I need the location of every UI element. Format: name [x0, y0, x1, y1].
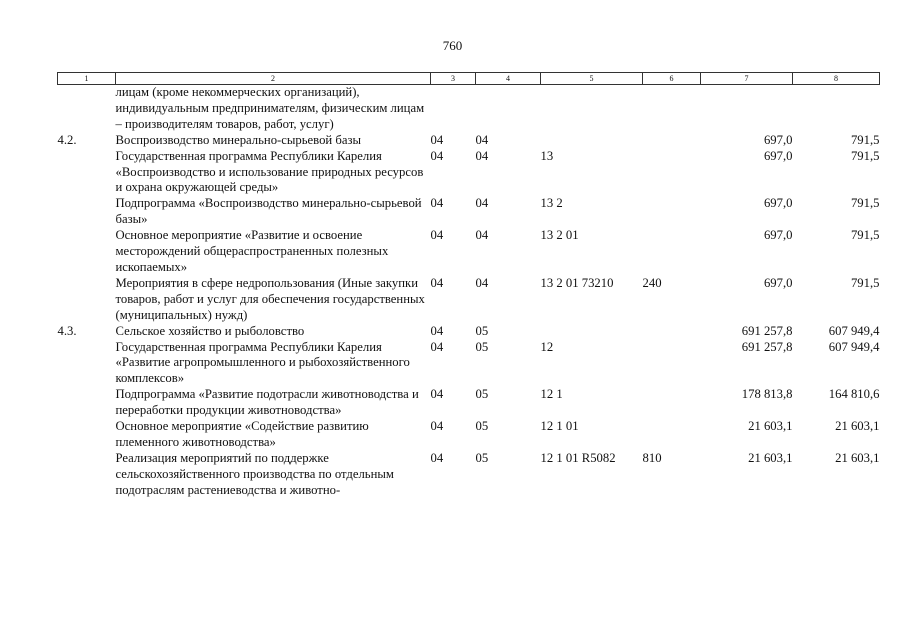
row-number [58, 149, 116, 197]
row-number [58, 85, 116, 133]
target-article-code [541, 133, 643, 149]
expense-type-code [643, 85, 701, 133]
table-row [58, 149, 880, 197]
subsection-code: 05 [475, 323, 489, 338]
header-col-3: 3 [431, 73, 476, 85]
row-number [58, 228, 116, 276]
target-article-code: 12 1 [540, 387, 563, 402]
header-col-4: 4 [476, 73, 541, 85]
expense-type-code [643, 228, 701, 276]
section-code: 04 [430, 148, 444, 163]
subsection-code: 04 [475, 132, 489, 147]
row-number [58, 196, 116, 228]
target-article-code: 13 [540, 148, 554, 163]
expense-type-code: 240 [642, 275, 662, 290]
header-col-6: 6 [643, 73, 701, 85]
row-name: Мероприятия в сфере недропользования (Иные закупки товаров, работ и услуг для обеспечения государственных (муниципальных) нужд) [115, 275, 425, 322]
row-number [58, 451, 116, 499]
row-name: Основное мероприятие «Содействие развитию племенного животноводства» [115, 419, 369, 449]
subsection-code: 05 [475, 419, 489, 434]
subsection-code: 04 [475, 196, 489, 211]
section-code: 04 [430, 196, 444, 211]
page-number: 760 [442, 38, 463, 53]
section-code: 04 [430, 132, 444, 147]
amount-year-2: 791,5 [850, 228, 880, 243]
amount-year-1: 697,0 [763, 275, 793, 290]
header-col-1: 1 [58, 73, 116, 85]
table-row [58, 340, 880, 388]
row-name: Подпрограмма «Воспроизводство минерально-сырьевой базы» [115, 196, 422, 227]
table-row [58, 276, 880, 324]
amount-year-1: 691 257,8 [741, 339, 793, 354]
expense-type-code [643, 149, 701, 197]
row-number [58, 419, 116, 451]
section-code: 04 [430, 228, 444, 243]
row-number [58, 276, 116, 324]
header-col-2: 2 [116, 73, 431, 85]
subsection-code: 04 [475, 228, 489, 243]
section-code: 04 [430, 419, 444, 434]
amount-year-1 [701, 85, 793, 133]
target-article-code [541, 85, 643, 133]
amount-year-1: 691 257,8 [741, 323, 793, 338]
table-row [58, 133, 880, 149]
subsection-code: 05 [475, 339, 489, 354]
target-article-code: 12 1 01 [540, 419, 579, 434]
target-article-code: 12 1 01 R5082 [540, 450, 616, 465]
table-row [58, 387, 880, 419]
budget-table [57, 72, 880, 499]
amount-year-2: 21 603,1 [835, 419, 880, 434]
table-row [58, 228, 880, 276]
header-col-8: 8 [793, 73, 880, 85]
row-number [58, 340, 116, 388]
row-name: Государственная программа Республики Карелия «Развитие агропромышленного и рыбохозяйственного комплексов» [115, 339, 410, 386]
row-name: лицам (кроме некоммерческих организаций), индивидуальным предпринимателям, физическим лицам – производителям товаров, работ, услуг) [115, 85, 425, 131]
expense-type-code [643, 133, 701, 149]
row-name: Основное мероприятие «Развитие и освоение месторождений общераспространенных полезных ископаемых» [115, 228, 389, 274]
section-code: 04 [430, 275, 444, 290]
header-col-5: 5 [541, 73, 643, 85]
subsection-code: 04 [475, 148, 489, 163]
row-name: Подпрограмма «Развитие подотрасли животноводства и переработки продукции животноводства» [115, 387, 419, 418]
amount-year-1: 697,0 [763, 148, 793, 163]
row-name: Сельское хозяйство и рыболовство [115, 323, 305, 338]
column-number-header [58, 73, 880, 85]
subsection-code [476, 85, 541, 133]
amount-year-1: 697,0 [763, 196, 793, 211]
amount-year-1: 697,0 [763, 228, 793, 243]
subsection-code: 04 [475, 275, 489, 290]
target-article-code: 12 [540, 339, 554, 354]
target-article-code: 13 2 [540, 196, 563, 211]
row-name: Воспроизводство минерально-сырьевой базы [115, 132, 362, 147]
target-article-code: 13 2 01 73210 [540, 275, 614, 290]
expense-type-code [643, 387, 701, 419]
amount-year-2: 607 949,4 [828, 339, 880, 354]
amount-year-1: 178 813,8 [741, 387, 793, 402]
subsection-code: 05 [475, 387, 489, 402]
table-row [58, 419, 880, 451]
amount-year-1: 21 603,1 [748, 450, 793, 465]
expense-type-code: 810 [642, 450, 662, 465]
amount-year-2 [793, 85, 880, 133]
expense-type-code [643, 196, 701, 228]
row-name: Реализация мероприятий по поддержке сельскохозяйственного производства по отдельным подотраслям растениеводства и животно- [115, 450, 394, 497]
amount-year-1: 697,0 [763, 132, 793, 147]
table-row [58, 85, 880, 133]
target-article-code: 13 2 01 [540, 228, 579, 243]
table-body [58, 85, 880, 499]
expense-type-code [643, 324, 701, 340]
table-row [58, 451, 880, 499]
section-code: 04 [430, 339, 444, 354]
section-code: 04 [430, 323, 444, 338]
row-number: 4.3. [57, 323, 77, 338]
amount-year-1: 21 603,1 [748, 419, 793, 434]
table-row [58, 324, 880, 340]
subsection-code: 05 [475, 450, 489, 465]
header-col-7: 7 [701, 73, 793, 85]
target-article-code [541, 324, 643, 340]
amount-year-2: 164 810,6 [828, 387, 880, 402]
row-number: 4.2. [57, 132, 77, 147]
row-name: Государственная программа Республики Карелия «Воспроизводство и использование природных ресурсов и охрана окружающей среды» [115, 148, 424, 195]
amount-year-2: 791,5 [850, 148, 880, 163]
amount-year-2: 791,5 [850, 132, 880, 147]
expense-type-code [643, 419, 701, 451]
amount-year-2: 791,5 [850, 196, 880, 211]
amount-year-2: 791,5 [850, 275, 880, 290]
section-code: 04 [430, 387, 444, 402]
expense-type-code [643, 340, 701, 388]
section-code [431, 85, 476, 133]
amount-year-2: 607 949,4 [828, 323, 880, 338]
table-row [58, 196, 880, 228]
row-number [58, 387, 116, 419]
amount-year-2: 21 603,1 [835, 450, 880, 465]
section-code: 04 [430, 450, 444, 465]
